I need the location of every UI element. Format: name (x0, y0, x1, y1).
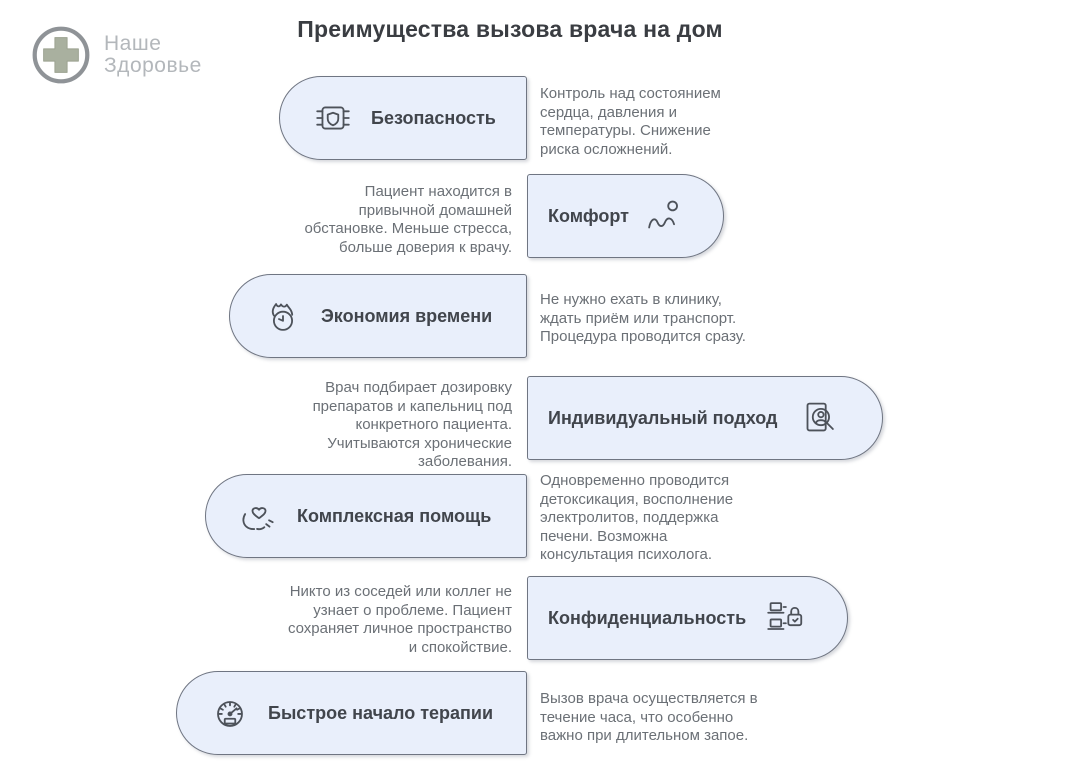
individual-approach-card (527, 376, 883, 460)
security-chip-icon (310, 95, 356, 141)
page-title: Преимущества вызова врача на дом (297, 16, 723, 42)
logo-line-1: Наше (104, 31, 162, 55)
time-saving-card (229, 274, 527, 358)
confidentiality-card (527, 576, 848, 660)
fast-therapy-start-card (176, 671, 527, 755)
card-title: Экономия времени (321, 305, 493, 326)
comprehensive-help-card (205, 474, 527, 558)
card-title: Комфорт (548, 205, 629, 226)
benefit-description: Врач подбирает дозировку препаратов и капельниц под конкретного пациента. Учитываются хронические заболевания. (312, 379, 512, 470)
relaxing-person-icon (641, 193, 687, 239)
benefit-description: Вызов врача осуществляется в течение часа, что особенно важно при длительном запое. (540, 690, 758, 744)
card-title: Безопасность (371, 107, 496, 128)
comfort-card (527, 174, 724, 258)
benefit-description: Контроль над состоянием сердца, давления и температуры. Снижение риска осложнений. (540, 85, 721, 158)
speedometer-icon (207, 690, 253, 736)
card-title: Комплексная помощь (297, 505, 492, 526)
card-title: Конфиденциальность (548, 607, 747, 628)
benefit-description: Никто из соседей или коллег не узнает о проблеме. Пациент сохраняет личное пространство и спокойствие. (287, 583, 512, 656)
card-title: Быстрое начало терапии (268, 702, 494, 723)
hands-heart-icon (236, 493, 282, 539)
benefit-description: Пациент находится в привычной домашней обстановке. Меньше стресса, больше доверия к врачу. (304, 183, 512, 256)
benefit-description: Одновременно проводится детоксикация, восполнение электролитов, поддержка печени. Возможна консультация психолога. (540, 472, 734, 563)
benefit-description: Не нужно ехать в клинику, ждать приём или транспорт. Процедура проводится сразу. (540, 291, 746, 345)
logo-line-2: Здоровье (104, 54, 202, 77)
card-title: Индивидуальный подход (548, 407, 778, 428)
patient-record-search-icon (796, 395, 842, 441)
devices-lock-icon (761, 595, 807, 641)
safety-card (279, 76, 527, 160)
burning-clock-icon (260, 293, 306, 339)
